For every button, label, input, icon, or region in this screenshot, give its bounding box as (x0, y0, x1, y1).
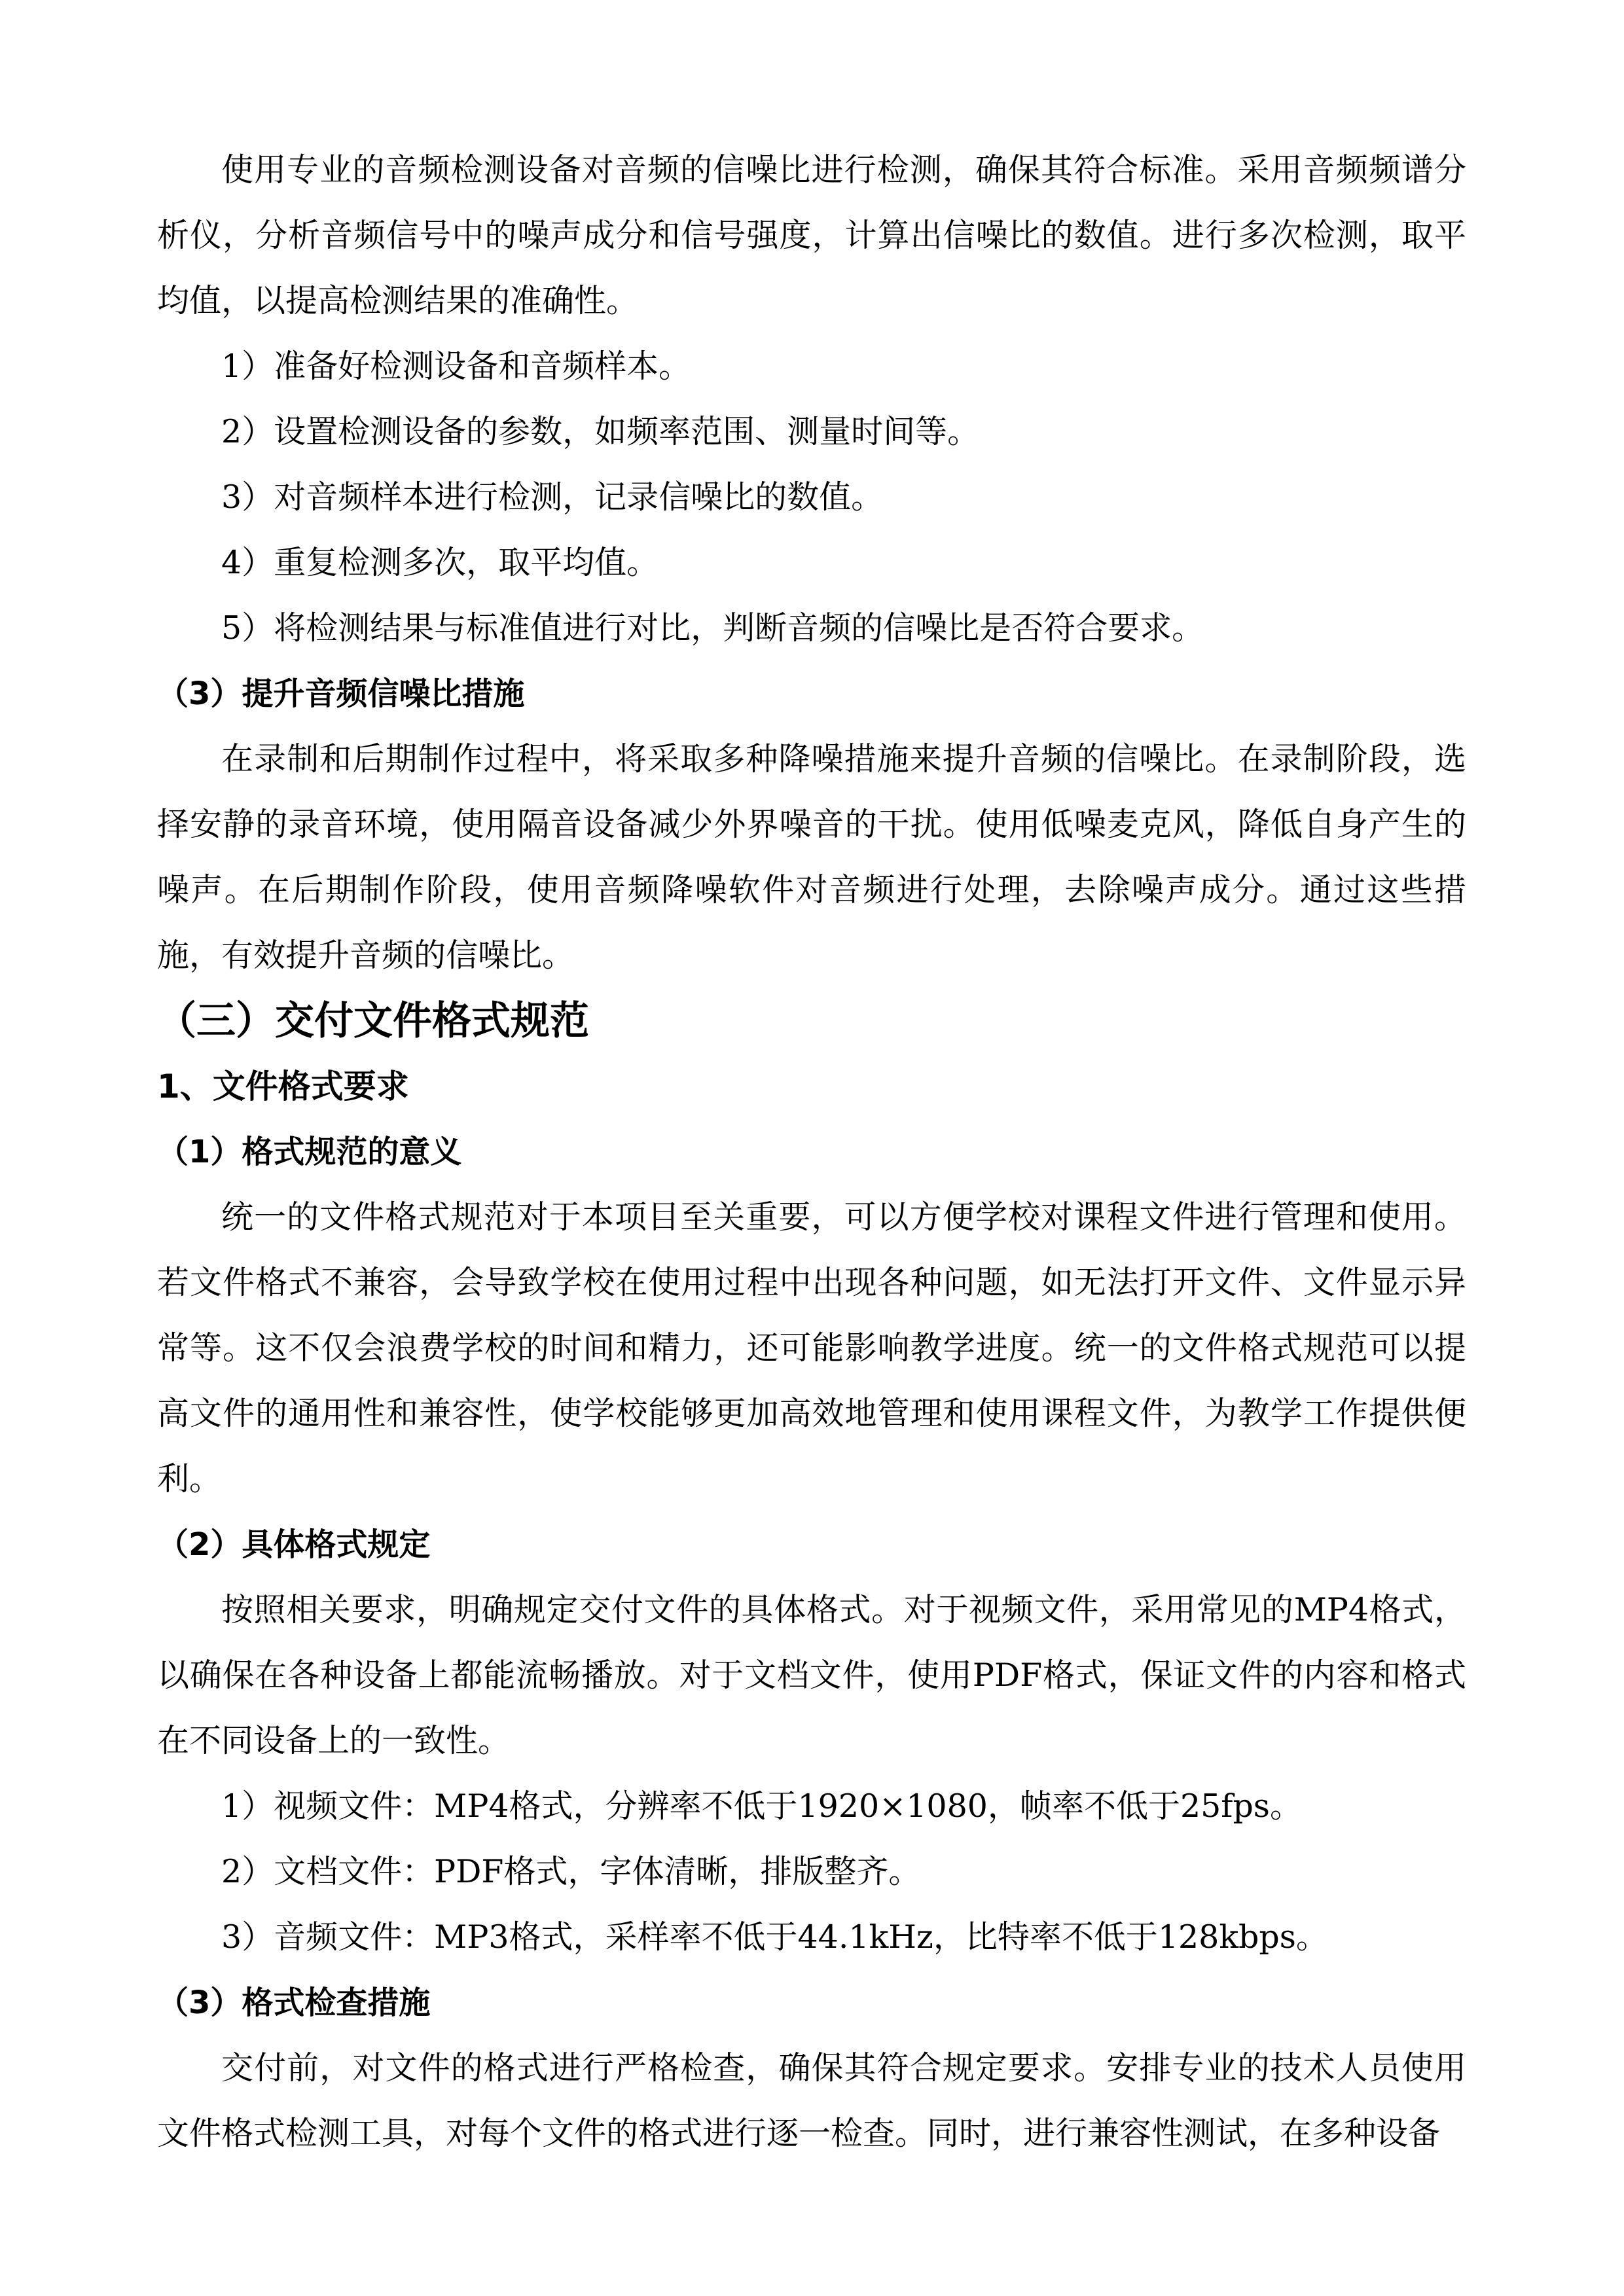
paragraph-snr-detection: 使用专业的音频检测设备对音频的信噪比进行检测，确保其符合标准。采用音频频谱分析仪，分析音频信号中的噪声成分和信号强度，计算出信噪比的数值。进行多次检测，取平均值，以提高检测结果的准确性。 (157, 151, 1466, 319)
heading-snr-measures: （3）提升音频信噪比措施 (157, 675, 525, 712)
list-item: 5）将检测结果与标准值进行对比，判断音频的信噪比是否符合要求。 (221, 609, 1204, 647)
paragraph-format-check: 交付前，对文件的格式进行严格检查，确保其符合规定要求。安排专业的技术人员使用文件格式检测工具，对每个文件的格式进行逐一检查。同时，进行兼容性测试，在多种设备 (157, 2049, 1466, 2152)
paragraph-format-rules: 按照相关要求，明确规定交付文件的具体格式。对于视频文件，采用常见的MP4格式，以确保在各种设备上都能流畅播放。对于文档文件，使用PDF格式，保证文件的内容和格式在不同设备上的一致性。 (157, 1591, 1466, 1759)
heading-format-check: （3）格式检查措施 (157, 1984, 431, 2021)
heading-format-meaning: （1）格式规范的意义 (157, 1134, 462, 1170)
list-item: 2）设置检测设备的参数，如频率范围、测量时间等。 (221, 413, 980, 450)
paragraph-snr-improvement: 在录制和后期制作过程中，将采取多种降噪措施来提升音频的信噪比。在录制阶段，选择安静的录音环境，使用隔音设备减少外界噪音的干扰。使用低噪麦克风，降低自身产生的噪声。在后期制作阶段，使用音频降噪软件对音频进行处理，去除噪声成分。通过这些措施，有效提升音频的信噪比。 (157, 740, 1466, 974)
list-item: 2）文档文件：PDF格式，字体清晰，排版整齐。 (221, 1853, 921, 1890)
heading-specific-format: （2）具体格式规定 (157, 1526, 431, 1563)
list-item: 1）准备好检测设备和音频样本。 (221, 348, 691, 385)
list-item: 3）对音频样本进行检测，记录信噪比的数值。 (221, 478, 884, 516)
paragraph-format-meaning: 统一的文件格式规范对于本项目至关重要，可以方便学校对课程文件进行管理和使用。若文件格式不兼容，会导致学校在使用过程中出现各种问题，如无法打开文件、文件显示异常等。这不仅会浪费学校的时间和精力，还可能影响教学进度。统一的文件格式规范可以提高文件的通用性和兼容性，使学校能够更加高效地管理和使用课程文件，为教学工作提供便利。 (157, 1198, 1466, 1498)
heading-section-three: （三）交付文件格式规范 (157, 998, 589, 1044)
list-item: 1）视频文件：MP4格式，分辨率不低于1920×1080，帧率不低于25fps。 (221, 1787, 1302, 1825)
heading-format-requirements: 1、文件格式要求 (157, 1067, 409, 1105)
list-item: 3）音频文件：MP3格式，采样率不低于44.1kHz，比特率不低于128kbps。 (221, 1918, 1328, 1956)
list-item: 4）重复检测多次，取平均值。 (221, 544, 659, 581)
